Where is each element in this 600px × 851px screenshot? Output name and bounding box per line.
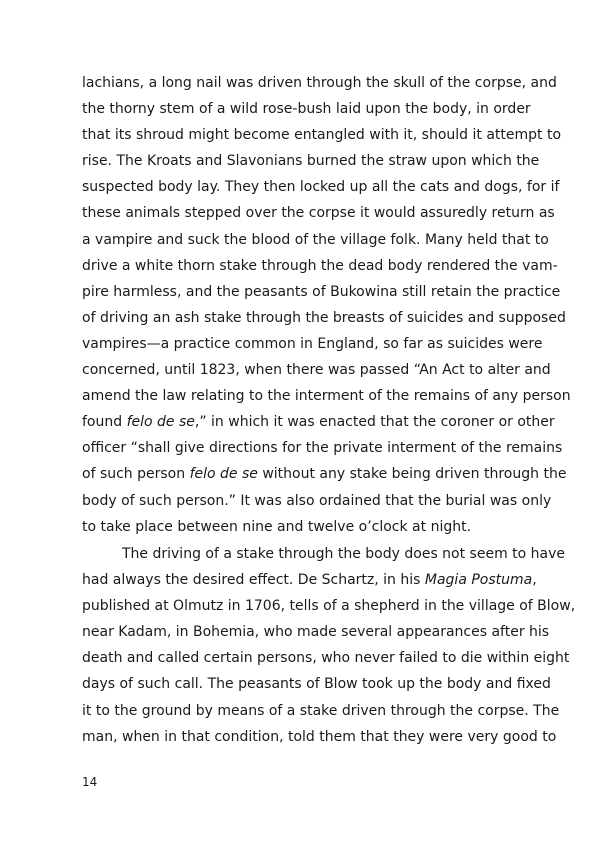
text-line — [82, 331, 543, 357]
text-segment: had always the desired effect. De Schartz, in his — [82, 572, 425, 589]
text-segment: The driving of a stake through the body does not seem to have — [122, 546, 566, 562]
text-segment: near Kadam, in Bohemia, who made several appearances after his — [82, 624, 550, 641]
text-segment: vampires—a practice common in England, so far as suicides were — [82, 335, 543, 352]
text-segment: concerned, until 1823, when there was passed “An Act to alter and — [82, 362, 551, 379]
text-segment: rise. The Kroats and Slavonians burned the straw upon which the — [82, 153, 540, 170]
paragraph-1 — [82, 70, 571, 540]
text-segment: it to the ground by means of a stake driven through the corpse. The — [82, 702, 560, 719]
text-segment: drive a white thorn stake through the dead body rendered the vam- — [82, 257, 558, 274]
text-line — [82, 461, 567, 487]
text-line — [82, 671, 551, 697]
text-segment: found — [82, 414, 127, 431]
text-segment: the thorny stem of a wild rose-bush laid upon the body, in order — [82, 101, 531, 118]
text-segment: , — [532, 572, 537, 589]
page-number: 14 — [82, 775, 98, 789]
text-line — [82, 724, 557, 750]
text-line — [82, 122, 562, 148]
text-line — [82, 383, 571, 409]
text-line — [82, 200, 555, 226]
paragraph-2 — [82, 541, 576, 750]
text-segment: suspected body lay. They then locked up all the cats and dogs, for if — [82, 179, 560, 196]
text-line — [82, 593, 576, 619]
text-segment: pire harmless, and the peasants of Bukowina still retain the practice — [82, 283, 561, 300]
text-line — [82, 96, 531, 122]
text-line — [82, 409, 555, 435]
text-line — [82, 698, 560, 724]
text-line — [82, 174, 560, 200]
text-segment: man, when in that condition, told them that they were very good to — [82, 728, 557, 745]
text-segment: a vampire and suck the blood of the village folk. Many held that to — [82, 231, 549, 248]
text-line — [82, 227, 549, 253]
text-line — [82, 541, 566, 567]
text-line — [82, 357, 551, 383]
text-line — [82, 514, 522, 540]
text-segment: officer “shall give directions for the private interment of the remains — [82, 440, 563, 457]
text-segment: death and called certain persons, who never failed to die within eight — [82, 650, 570, 667]
italic-text: felo de se — [126, 414, 195, 431]
text-segment: ,” in which it was enacted that the coroner or other — [194, 414, 555, 431]
text-segment: that its shroud might become entangled with it, should it attempt to — [82, 127, 562, 144]
text-segment: body of such person.” It was also ordained that the burial was only — [82, 492, 552, 509]
text-segment: these animals stepped over the corpse it would assuredly return as — [82, 205, 555, 222]
italic-text: Magia Postuma — [424, 572, 533, 589]
text-segment: of driving an ash stake through the breasts of suicides and supposed — [82, 309, 566, 326]
text-segment: to take place between nine and twelve o’clock at night. — [82, 518, 472, 535]
text-line — [82, 488, 552, 514]
text-line — [82, 567, 537, 593]
text-line — [82, 253, 558, 279]
text-segment: of such person — [82, 466, 190, 483]
text-line — [82, 279, 561, 305]
text-line — [82, 305, 566, 331]
text-line — [82, 645, 570, 671]
italic-text: felo de se — [189, 466, 258, 483]
text-line — [82, 70, 557, 96]
text-line — [82, 148, 540, 174]
text-segment: published at Olmutz in 1706, tells of a shepherd in the village of Blow, — [82, 598, 576, 615]
text-segment: amend the law relating to the interment of the remains of any person — [82, 388, 571, 405]
text-line — [82, 435, 563, 461]
text-segment: days of such call. The peasants of Blow took up the body and fixed — [82, 676, 551, 693]
text-line — [82, 619, 550, 645]
text-segment: without any stake being driven through the — [257, 466, 567, 483]
text-segment: lachians, a long nail was driven through the skull of the corpse, and — [82, 75, 557, 91]
